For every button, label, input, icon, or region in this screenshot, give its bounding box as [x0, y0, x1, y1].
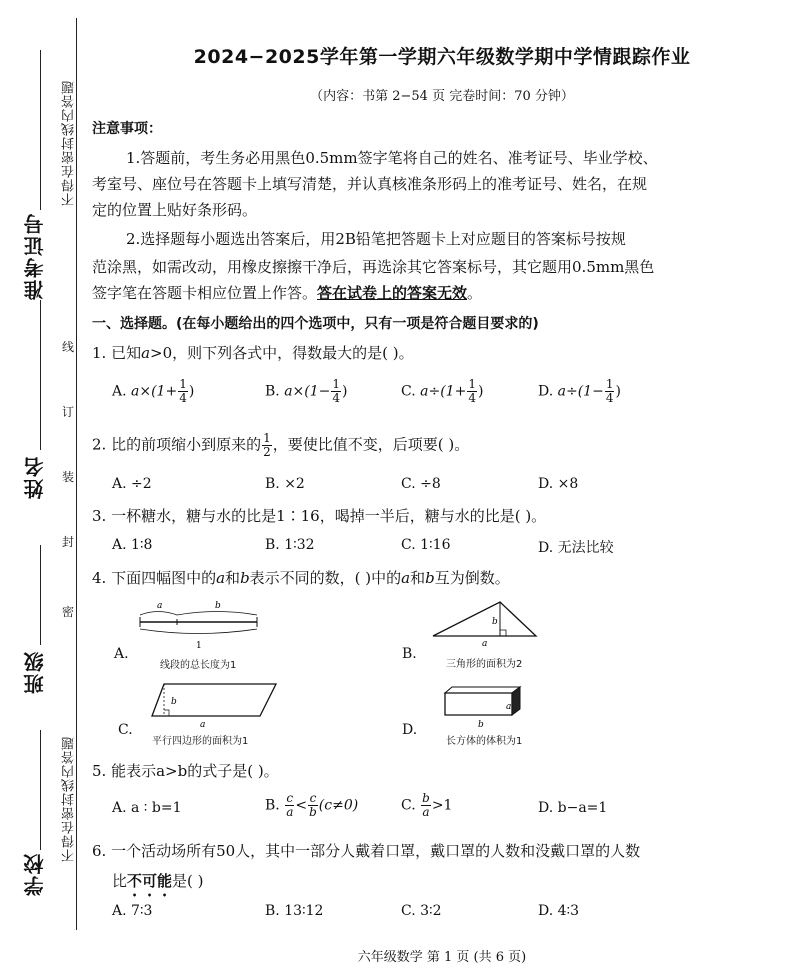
- q1-option-a[interactable]: [112, 378, 194, 405]
- q4-var-b-2: b: [425, 569, 435, 587]
- q2-stem-text-2: ，要使比值不变，后项要( )。: [272, 435, 470, 454]
- name-blank-line: [40, 300, 41, 450]
- fraction-denominator: b: [309, 805, 317, 819]
- right-angle-mark: [164, 710, 169, 716]
- q5-option-b-fraction-1: [285, 792, 294, 819]
- exam-subtitle: （内容：书第 2−54 页 完卷时间：70 分钟）: [310, 89, 574, 104]
- exam-id-label: 准考证号: [23, 212, 47, 300]
- q1-option-c-label: C.: [401, 383, 421, 400]
- q1-stem-text: 1. 已知: [92, 344, 142, 362]
- q1-stem: [92, 342, 414, 364]
- q6-stem-text: 比: [112, 872, 128, 890]
- q4-figure-c-parallelogram: [150, 680, 280, 732]
- q5-option-c[interactable]: [401, 792, 452, 819]
- q4-option-d-label[interactable]: D.: [402, 722, 418, 738]
- fraction-denominator: 4: [468, 391, 476, 405]
- q2-option-b[interactable]: B. ×2: [265, 476, 305, 492]
- fraction-denominator: 2: [263, 445, 271, 459]
- fraction-denominator: 4: [332, 391, 341, 405]
- q5-option-c-fraction: [421, 792, 431, 819]
- seal-char-feng: 封: [62, 535, 75, 549]
- fraction-denominator: a: [422, 805, 430, 819]
- q1-option-a-expr: a×(1+: [131, 383, 178, 400]
- seal-char-ding: 订: [62, 405, 75, 419]
- cuboid-a-label: a: [506, 702, 512, 712]
- brace-a: [140, 612, 177, 616]
- exam-id-blank-line: [40, 50, 41, 210]
- q1-option-d-expr: a÷(1−: [557, 383, 604, 400]
- fraction-numerator: 1: [332, 377, 341, 391]
- q4-stem: [92, 567, 510, 589]
- note-1-line-2: 考室号、座位号在答题卡上填写清楚，并认真核准条形码上的准考证号、姓名，在规: [92, 175, 648, 193]
- q5-option-c-tail: >1: [431, 797, 453, 814]
- q3-option-a[interactable]: A. 1∶8: [112, 537, 153, 553]
- school-label: 学校: [23, 852, 47, 896]
- q1-option-a-fraction: [178, 378, 188, 405]
- fraction-numerator: c: [309, 791, 317, 805]
- notes-heading: 注意事项：: [92, 121, 162, 137]
- exam-title: 2024−2025学年第一学期六年级数学期中学情跟踪作业: [193, 46, 691, 68]
- q4-stem-text-1: 4. 下面四幅图中的: [92, 569, 217, 587]
- class-label: 班级: [23, 650, 47, 694]
- q4-figure-b-triangle: [430, 600, 540, 652]
- seal-note-bottom: 不得在密封线内答题: [62, 736, 77, 862]
- q3-option-d[interactable]: D. 无法比较: [538, 540, 614, 556]
- q6-option-b[interactable]: B. 13∶12: [265, 903, 324, 919]
- q4-stem-text-5: 互为倒数。: [434, 569, 510, 587]
- q4-option-b-label[interactable]: B.: [402, 646, 417, 662]
- fraction-denominator: 4: [605, 391, 614, 405]
- parallelogram-a-label: a: [200, 720, 206, 730]
- q2-stem: [92, 432, 469, 459]
- q5-option-b[interactable]: [265, 792, 358, 819]
- cuboid-side: [512, 687, 520, 715]
- q2-stem-text: 2. 比的前项缩小到原来的: [92, 435, 262, 454]
- note-1-line-3: 定的位置上贴好条形码。: [92, 201, 258, 219]
- q1-stem-text-2: >0，则下列各式中，得数最大的是( )。: [150, 344, 414, 362]
- note-2-line-3-text: 签字笔在答题卡相应位置上作答。: [92, 284, 318, 302]
- fraction-denominator: a: [286, 805, 294, 819]
- q2-fraction: [262, 432, 272, 459]
- q5-option-b-label: B.: [265, 797, 285, 814]
- page-footer: 六年级数学 第 1 页 (共 6 页): [357, 950, 527, 965]
- triangle-shape: [433, 602, 536, 636]
- q4-stem-text-4: 和: [410, 569, 426, 587]
- q5-option-b-condition: (c≠0): [318, 797, 359, 814]
- q6-option-c[interactable]: C. 3∶2: [401, 903, 442, 919]
- q1-option-a-close: ): [188, 383, 195, 400]
- q4-figure-c-caption: 平行四边形的面积为1: [152, 736, 249, 747]
- q6-option-d[interactable]: D. 4∶3: [538, 903, 580, 919]
- q1-option-b[interactable]: [265, 378, 348, 405]
- name-label: 姓名: [23, 455, 47, 499]
- q1-option-b-fraction: [331, 378, 341, 405]
- brace-total: [140, 629, 257, 634]
- q1-option-d-fraction: [605, 378, 615, 405]
- cuboid-b-label: b: [478, 720, 484, 730]
- note-2-line-3-end: 。: [467, 284, 483, 302]
- q1-option-c-fraction: [467, 378, 477, 405]
- q6-stem-text-2: 是( ): [172, 872, 204, 890]
- q1-option-a-label: A.: [112, 383, 132, 400]
- note-2-warning: 答在试卷上的答案无效: [317, 284, 468, 302]
- fraction-numerator: b: [422, 791, 430, 805]
- q4-stem-text-2: 和: [225, 569, 241, 587]
- q2-option-c[interactable]: C. ÷8: [401, 476, 441, 492]
- q6-option-a[interactable]: A. 7∶3: [112, 903, 153, 919]
- q5-stem: 5. 能表示a>b的式子是( )。: [92, 762, 279, 780]
- q1-option-c-expr: a÷(1+: [420, 383, 467, 400]
- segment-b-label: b: [215, 601, 221, 611]
- fraction-numerator: c: [286, 791, 294, 805]
- segment-a-label: a: [157, 601, 163, 611]
- triangle-b-label: b: [492, 617, 498, 627]
- fraction-numerator: 1: [605, 377, 614, 391]
- q1-stem-var: a: [141, 344, 151, 362]
- fraction-numerator: 1: [263, 431, 271, 445]
- fraction-denominator: 4: [179, 391, 187, 405]
- q5-option-d[interactable]: D. b−a=1: [538, 800, 608, 816]
- cuboid-top: [445, 687, 520, 693]
- q2-option-d[interactable]: D. ×8: [538, 476, 579, 492]
- q4-option-a-label[interactable]: A.: [114, 646, 129, 662]
- section-1-heading: 一、选择题。(在每小题给出的四个选项中，只有一项是符合题目要求的): [92, 316, 539, 332]
- seal-char-xian: 线: [62, 340, 75, 354]
- school-blank-line: [40, 730, 41, 850]
- note-2-line-3: [92, 282, 482, 304]
- segment-total-label: 1: [196, 641, 202, 651]
- q5-option-c-label: C.: [401, 797, 421, 814]
- q3-option-c[interactable]: C. 1∶16: [401, 537, 451, 553]
- cuboid-front: [445, 693, 512, 715]
- q6-stem-line-1: 6. 一个活动场所有50人，其中一部分人戴着口罩，戴口罩的人数和没戴口罩的人数: [92, 842, 641, 860]
- note-1-line-1: 1.答题前，考生务必用黑色0.5mm签字笔将自己的姓名、准考证号、毕业学校、: [126, 149, 658, 167]
- brace-b: [177, 612, 257, 616]
- q1-option-d-close: ): [615, 383, 621, 400]
- fraction-numerator: 1: [468, 377, 476, 391]
- q1-option-c[interactable]: [401, 378, 483, 405]
- seal-char-zhuang: 装: [62, 470, 75, 484]
- note-2-line-2: 范涂黑，如需改动，用橡皮擦擦干净后，再选涂其它答案标号，其它题用0.5mm黑色: [92, 258, 655, 276]
- q1-option-b-label: B.: [265, 383, 285, 400]
- q4-figure-d-caption: 长方体的体积为1: [446, 736, 523, 747]
- q1-option-c-close: ): [477, 383, 484, 400]
- q3-option-b[interactable]: B. 1∶32: [265, 537, 315, 553]
- q4-var-a-2: a: [401, 569, 411, 587]
- note-2-line-1: 2.选择题每小题选出答案后，用2B铅笔把答题卡上对应题目的答案标号按规: [126, 230, 626, 248]
- q4-figure-a-segment: [135, 598, 265, 652]
- q1-option-d-label: D.: [538, 383, 558, 400]
- q4-stem-text-3: 表示不同的数，( )中的: [249, 569, 402, 587]
- q4-var-a: a: [216, 569, 226, 587]
- q1-option-d[interactable]: [538, 378, 621, 405]
- q5-option-a[interactable]: A. a ∶ b=1: [112, 800, 182, 816]
- q6-stem-line-2: [112, 870, 204, 900]
- q4-figure-d-cuboid: [440, 683, 536, 733]
- q2-option-a[interactable]: A. ÷2: [112, 476, 152, 492]
- seal-note-top: 不得在密封线内答题: [62, 80, 77, 206]
- q4-figure-b-caption: 三角形的面积为2: [446, 659, 523, 670]
- q4-option-c-label[interactable]: C.: [118, 722, 133, 738]
- parallelogram-b-label: b: [171, 697, 177, 707]
- fraction-numerator: 1: [179, 377, 187, 391]
- seal-char-mi: 密: [62, 605, 75, 619]
- class-blank-line: [40, 545, 41, 645]
- q3-stem: 3. 一杯糖水，糖与水的比是1∶16，喝掉一半后，糖与水的比是( )。: [92, 507, 547, 525]
- q1-option-b-expr: a×(1−: [284, 383, 331, 400]
- right-angle-mark: [500, 630, 506, 636]
- q5-option-b-less-than: <: [295, 797, 308, 814]
- triangle-a-label: a: [482, 639, 488, 649]
- q6-emphasis: 不可能: [127, 872, 173, 890]
- q1-option-b-close: ): [342, 383, 348, 400]
- q4-var-b: b: [240, 569, 250, 587]
- q4-figure-a-caption: 线段的总长度为1: [160, 660, 237, 671]
- q5-option-b-fraction-2: [308, 792, 318, 819]
